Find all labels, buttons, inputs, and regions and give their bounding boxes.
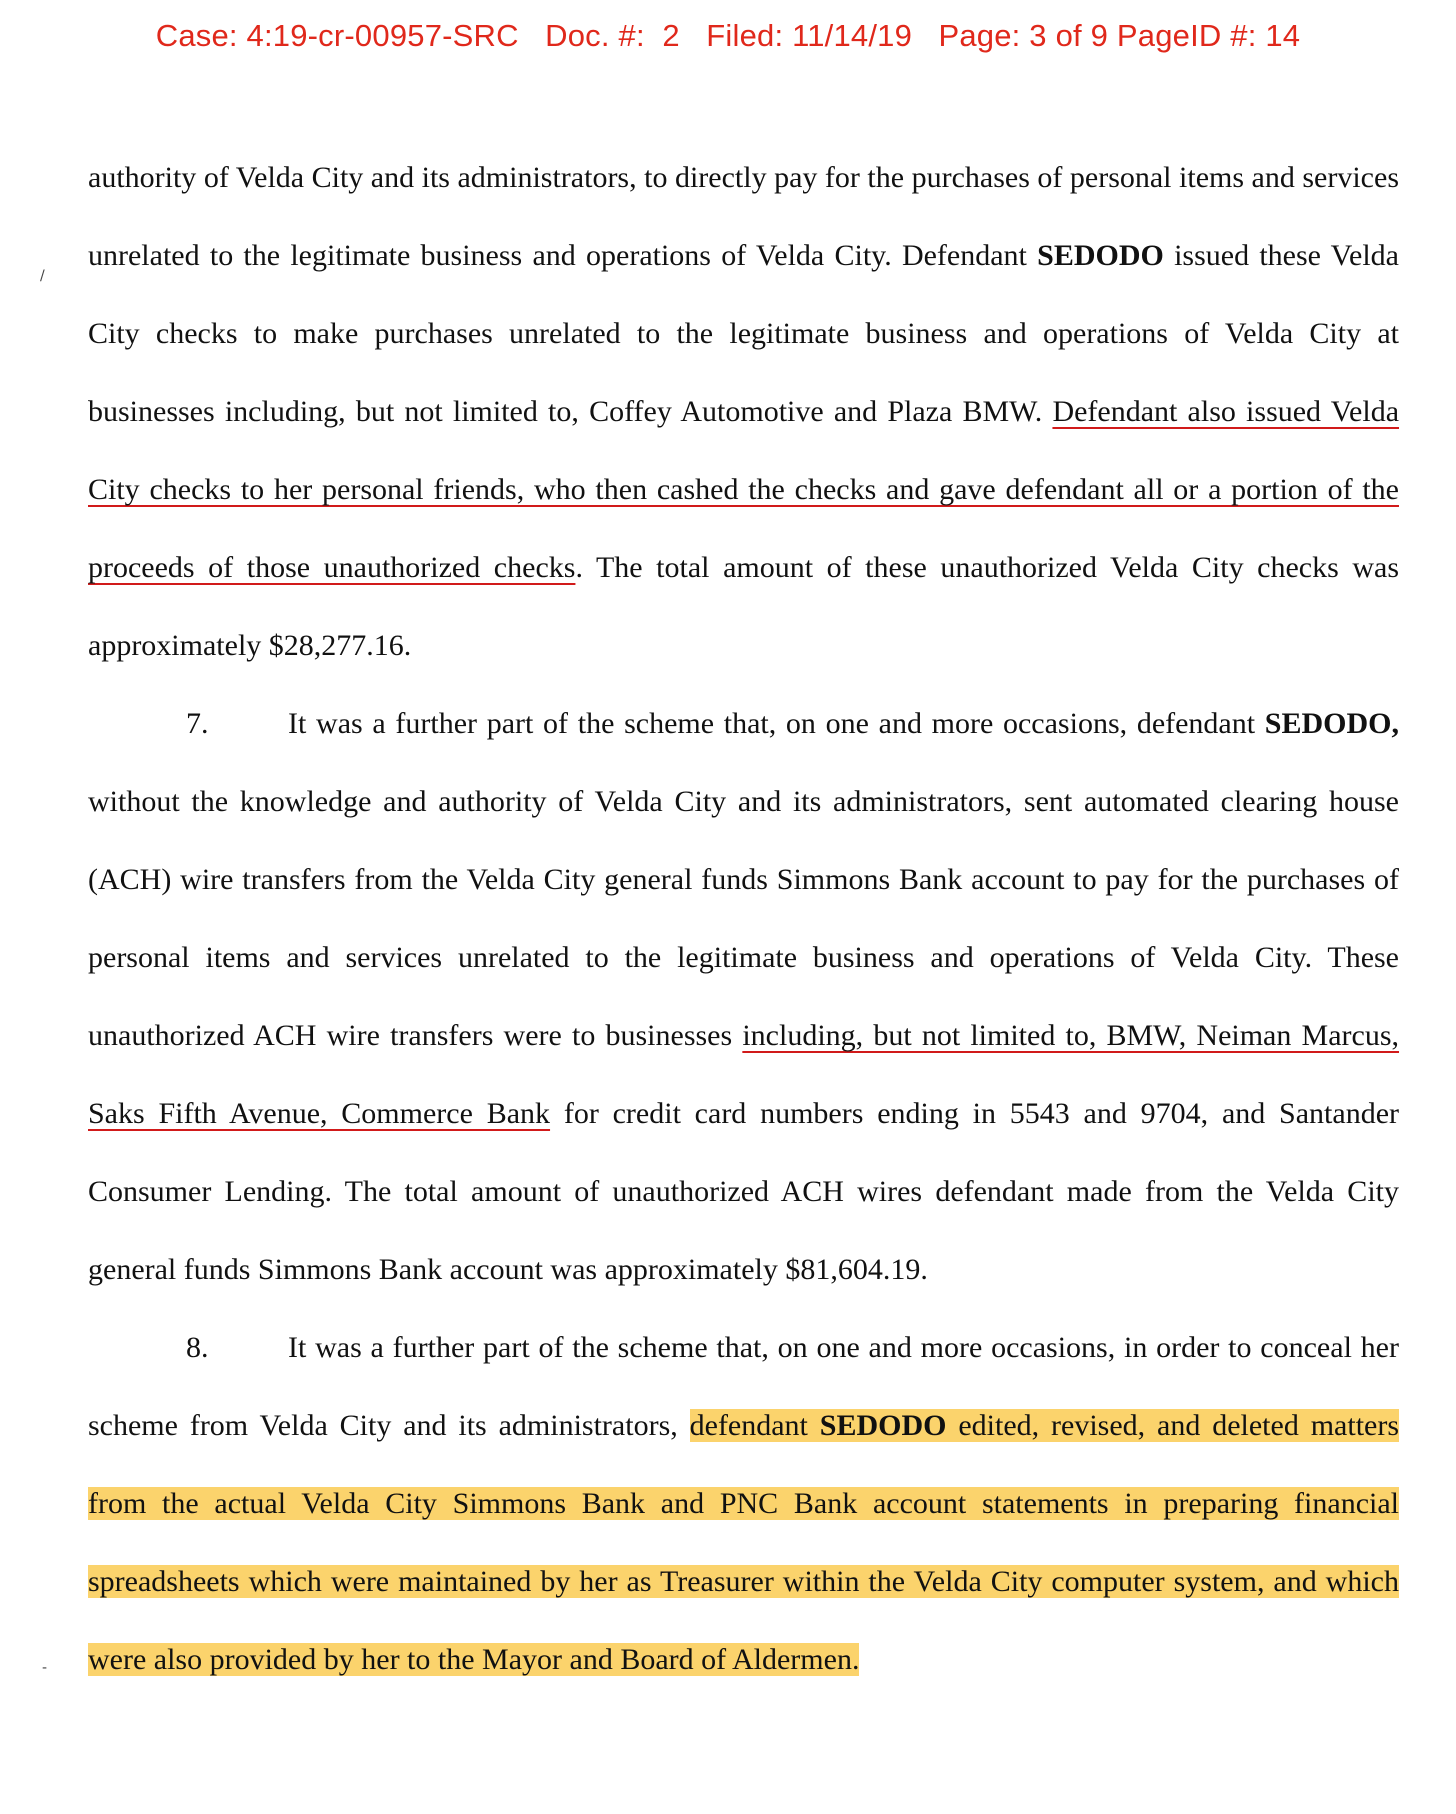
paragraph-8 [88, 1309, 1399, 1699]
paragraph-number: 8. [186, 1331, 209, 1364]
text-run: without the knowledge and authority of Velda City and its administrators, sent automated clearing house (ACH) wire transfers from the Velda City general funds Simmons Bank account to pay for the purchases of personal items and services unrelated to the legitimate business and operations of Velda City. These unauthorized ACH wire transfers were to businesses [88, 785, 1399, 1052]
underlined-passage: including, but not limited to, BMW, Neiman Marcus, Saks Fifth Avenue, Commerce Bank [88, 1019, 1400, 1130]
defendant-name: SEDODO, [1264, 707, 1399, 740]
case-header: Case: 4:19-cr-00957-SRC Doc. #: 2 Filed: 11/14/19 Page: 3 of 9 PageID #: 14 [155, 18, 1301, 53]
defendant-name: SEDODO [1037, 239, 1164, 272]
document-body [88, 139, 1399, 1699]
text-run: It was a further part of the scheme that, on one and more occasions, defendant [288, 707, 1265, 740]
text-run: for credit card numbers ending in 5543 and 9704, and Santander Consumer Lending. The total amount of unauthorized ACH wires defendant made from the Velda City general funds Simmons Bank account was approximately $81,604.19. [88, 1097, 1400, 1286]
text-run: authority of Velda City and its administrators, to directly pay for the purchases of personal items and services unrelated to the legitimate business and operations of Velda City. Defendant [88, 161, 1399, 272]
text-run: It was a further part of the scheme that, on one and more occasions, in order to conceal her scheme from Velda City and its administrators, [88, 1331, 1399, 1442]
text-run: issued these Velda City checks to make purchases unrelated to the legitimate business and operations of Velda City at businesses including, but not limited to, Coffey Automotive and Plaza BMW. [88, 239, 1399, 428]
paragraph-number: 7. [186, 707, 209, 740]
paragraph-6-continued [88, 139, 1399, 685]
paragraph-7 [88, 685, 1399, 1309]
highlighted-passage: edited, revised, and deleted matters from the actual Velda City Simmons Bank and PNC Bank account statements in preparing financial spreadsheets which were maintained by her as Treasurer within the Velda City computer system, and which were also provided by her to the Mayor and Board of Aldermen. [88, 1409, 1400, 1676]
defendant-name: SEDODO [819, 1409, 947, 1442]
underlined-passage: Defendant also issued Velda City checks to her personal friends, who then cashed the checks and gave defendant all or a portion of the proceeds of those unauthorized checks [88, 395, 1400, 584]
scan-mark: - [42, 1660, 48, 1676]
highlighted-passage: defendant [689, 1409, 820, 1442]
scan-mark: / [40, 268, 45, 284]
text-run: . The total amount of these unauthorized Velda City checks was approximately $28,277.16. [88, 551, 1399, 662]
